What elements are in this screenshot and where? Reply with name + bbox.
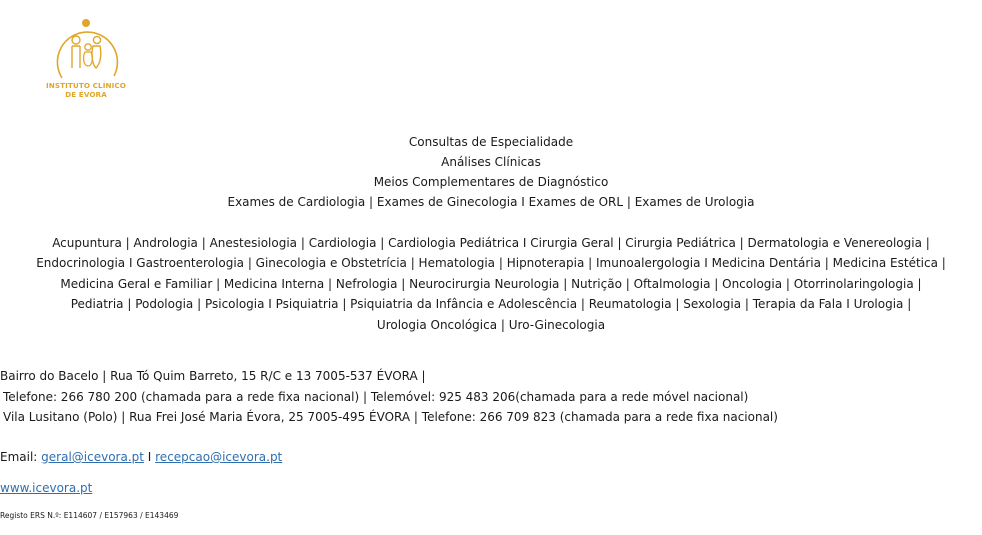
addresses	[0, 366, 778, 428]
email-line	[0, 447, 282, 468]
phone-line: Telefone: 266 780 200 (chamada para a rede fixa nacional) | Telemóvel: 925 483 206(chamada para a rede móvel nacional)	[3, 389, 749, 404]
specialties-list	[0, 233, 982, 335]
specialties-line: Urologia Oncológica | Uro-Ginecologia	[376, 317, 606, 332]
service-item: Análises Clínicas	[441, 155, 541, 169]
specialties-line: Medicina Geral e Familiar | Medicina Interna | Nefrologia | Neurocirurgia Neurologia | Nutrição | Oftalmologia | Oncologia | Otorrinolaringologia |	[60, 276, 922, 291]
logo-line-2: DE ÉVORA	[65, 89, 107, 99]
email-label: Email:	[0, 450, 42, 464]
email-link-recepcao[interactable]: recepcao@icevora.pt	[155, 450, 283, 464]
services-list	[0, 132, 982, 212]
service-item: Exames de Cardiologia | Exames de Ginecologia I Exames de ORL | Exames de Urologia	[227, 195, 755, 209]
email-link-geral[interactable]: geral@icevora.pt	[41, 450, 144, 464]
address-line: Bairro do Bacelo | Rua Tó Quim Barreto, 15 R/C e 13 7005-537 ÉVORA |	[0, 369, 426, 383]
specialties-line: Pediatria | Podologia | Psicologia I Psiquiatria | Psiquiatria da Infância e Adolescência | Reumatologia | Sexologia | Terapia da Fala I Urologia |	[70, 297, 912, 312]
service-item: Consultas de Especialidade	[408, 135, 574, 149]
address-line: Vila Lusitano (Polo) | Rua Frei José Maria Évora, 25 7005-495 ÉVORA | Telefone: 266 709 823 (chamada para a rede fixa nacional)	[3, 410, 778, 424]
logo-line-1: INSTITUTO CLÍNICO	[45, 81, 126, 90]
email-separator: I	[143, 450, 156, 464]
website-line	[0, 478, 92, 499]
registo-ers: Registo ERS N.º: E114607 / E157963 / E143469	[0, 511, 179, 520]
specialties-line: Acupuntura | Andrologia | Anestesiologia | Cardiologia | Cardiologia Pediátrica I Cirurgia Geral | Cirurgia Pediátrica | Dermatologia e Venereologia |	[52, 236, 930, 250]
service-item: Meios Complementares de Diagnóstico	[373, 175, 609, 189]
website-link[interactable]: www.icevora.pt	[0, 481, 93, 495]
specialties-line: Endocrinologia I Gastroenterologia | Ginecologia e Obstetrícia | Hematologia | Hipnoterapia | Imunoalergologia I Medicina Dentária | Medicina Estética |	[36, 256, 946, 271]
logo-text	[38, 82, 134, 99]
